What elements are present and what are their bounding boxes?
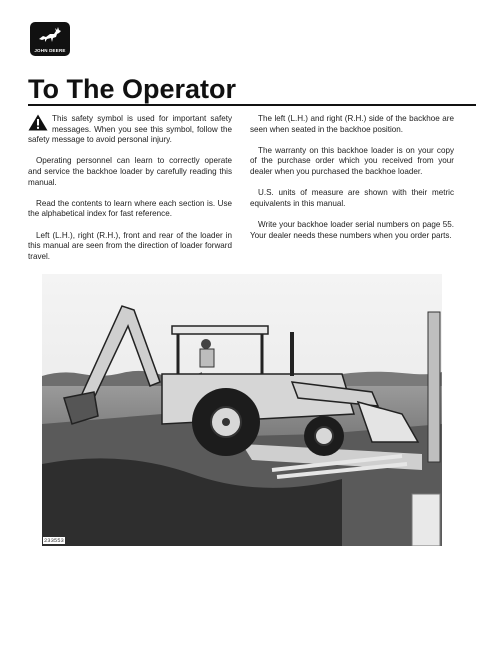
backhoe-loader-photo [42,274,442,546]
logo-text: JOHN DEERE [34,48,66,53]
safety-alert-icon [28,114,48,131]
left-column [28,114,232,273]
paragraph-serial: Write your backhoe loader serial numbers on page 55. Your dealer needs these numbers when you order parts. [250,219,454,240]
safety-paragraph [28,114,232,146]
paragraph-contents: Read the contents to learn where each section is. Use the alphabetical index for fast reference. [28,198,232,219]
paragraph-backhoe-sides: The left (L.H.) and right (R.H.) side of the backhoe are seen when seated in the backhoe position. [250,114,454,134]
john-deere-logo [30,22,70,56]
right-column [250,114,454,252]
page-title: To The Operator [28,74,237,104]
deer-icon [37,25,63,45]
photo-code: 233553 [44,537,64,544]
paragraph-units: U.S. units of measure are shown with their metric equivalents in this manual. [250,188,454,208]
paragraph-operating: Operating personnel can learn to correctly operate and service the backhoe loader by carefully reading this manual. [28,156,232,187]
paragraph-warranty: The warranty on this backhoe loader is on your copy of the purchase order which you received from your dealer when you purchased the backhoe loader. [250,145,454,176]
paragraph-directions: Left (L.H.), right (R.H.), front and rear of the loader in this manual are seen from the direction of loader forward travel. [28,230,232,261]
safety-text: This safety symbol is used for important safety messages. When you see this symbol, follow the safety message to avoid personal injury. [28,114,232,145]
title-rule [28,104,476,106]
